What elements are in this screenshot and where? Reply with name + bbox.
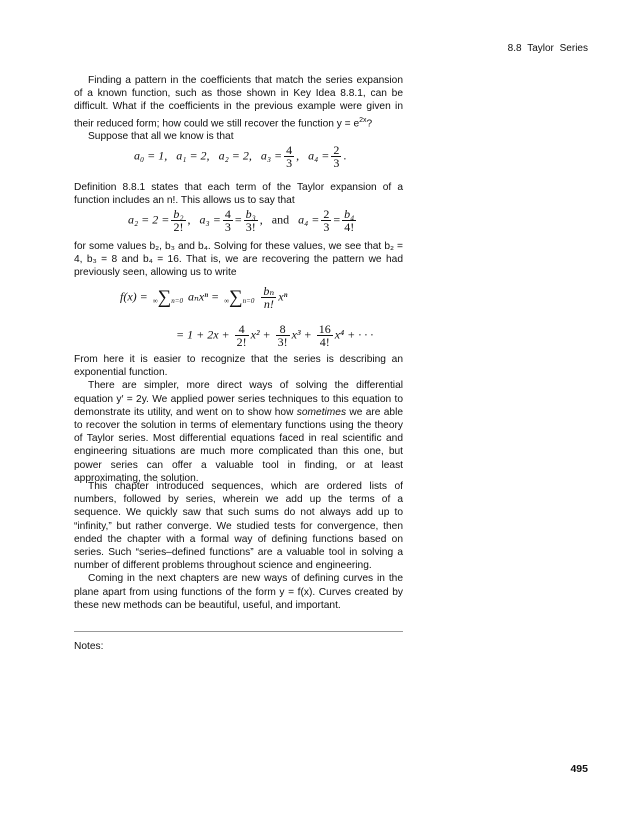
equation-series: f(x) = ∞∑n=0 aₙxⁿ = ∞∑n=0 $\frac{\text{bₙ}}{n!}$ xⁿ [120,284,288,311]
notes-divider [74,631,403,632]
paragraph-recognize: From here it is easier to recognize that the series is describing an exponential function. [74,354,403,379]
notes-label: Notes: [74,641,104,652]
paragraph-intro: Finding a pattern in the coefficients that match the series expansion of a known function, such as those shown in Key Idea 8.8.1, can be difficult. What if the coefficients in the previous example were given in their reduced form; how could we still recover the function $y = e^{2x}$? [74,75,403,129]
intro-block [74,74,403,143]
paragraph-solving: for some values b₂, b₃ and b₄. Solving for these values, we see that b₂ = 4, b₃ = 8 and b₄ = 16. That is, we are recovering the pattern we had previously seen, allowing us to write [74,241,403,279]
paragraph-simpler: There are simpler, more direct ways of solving the differential equation y′ = 2y. We applied power series techniques to this equation to demonstrate its utility, and went on to show how sometimes we are able to recover the solution in terms of elementary functions using the theory of Taylor series. Most differential equations faced in real scientific and engineering situations are much more complicated than this one, but power series can offer a valuable tool in finding, or at least approximating, the solution. [74,380,404,484]
page-number: 495 [570,763,588,775]
definition-block [74,181,403,207]
section-number: 8.8 [507,43,522,54]
paragraph-chapter: This chapter introduced sequences, which are ordered lists of numbers, followed by series, wherein we add up the terms of a sequence. We quickly saw that such sums do not always add up to “infinity,” but rather converge. We studied tests for convergence, then ended the chapter with a formal way of defining functions based on series. Such “series–defined functions” are a valuable tool in solving a number of different problems throughout science and engineering. [74,481,403,572]
section-title: Taylor Series [527,43,588,54]
chapter-summary [74,480,403,612]
equation-coefficients: a₀ = 1, a₁ = 2, a₂ = 2, a₃ = $\frac{4}{3}$ , a₄ = $\frac{2}{3}$ . [134,143,347,170]
equation-factorial-form: a₂ = 2 = $\frac{\text{b₂}}{2!}$ , a₃ = $\frac{4}{3}$ = $\frac{\text{b₃}}{3!}$ , and a₄ = $\frac{2}{3}$ = $\frac{\text{b₄}}{4!}$ [128,207,355,234]
paragraph-definition: Definition 8.8.1 states that each term of the Taylor expansion of a function includes an n!. This allows us to say that [74,182,403,207]
paragraph-next: Coming in the next chapters are new ways of defining curves in the plane apart from using functions of the form y = f(x). Curves created by these new methods can be beautiful, useful, and important. [74,573,403,611]
paragraph-suppose: Suppose that all we know is that [88,131,234,143]
equation-expansion: = 1 + 2x + $\frac{4}{2!}$ x² + $\frac{8}{3!}$ x³ + $\frac{16}{4!}$ x⁴ + · · · [176,322,374,349]
running-header [508,43,588,54]
solving-block [74,240,403,280]
conclusion-block [74,353,403,485]
